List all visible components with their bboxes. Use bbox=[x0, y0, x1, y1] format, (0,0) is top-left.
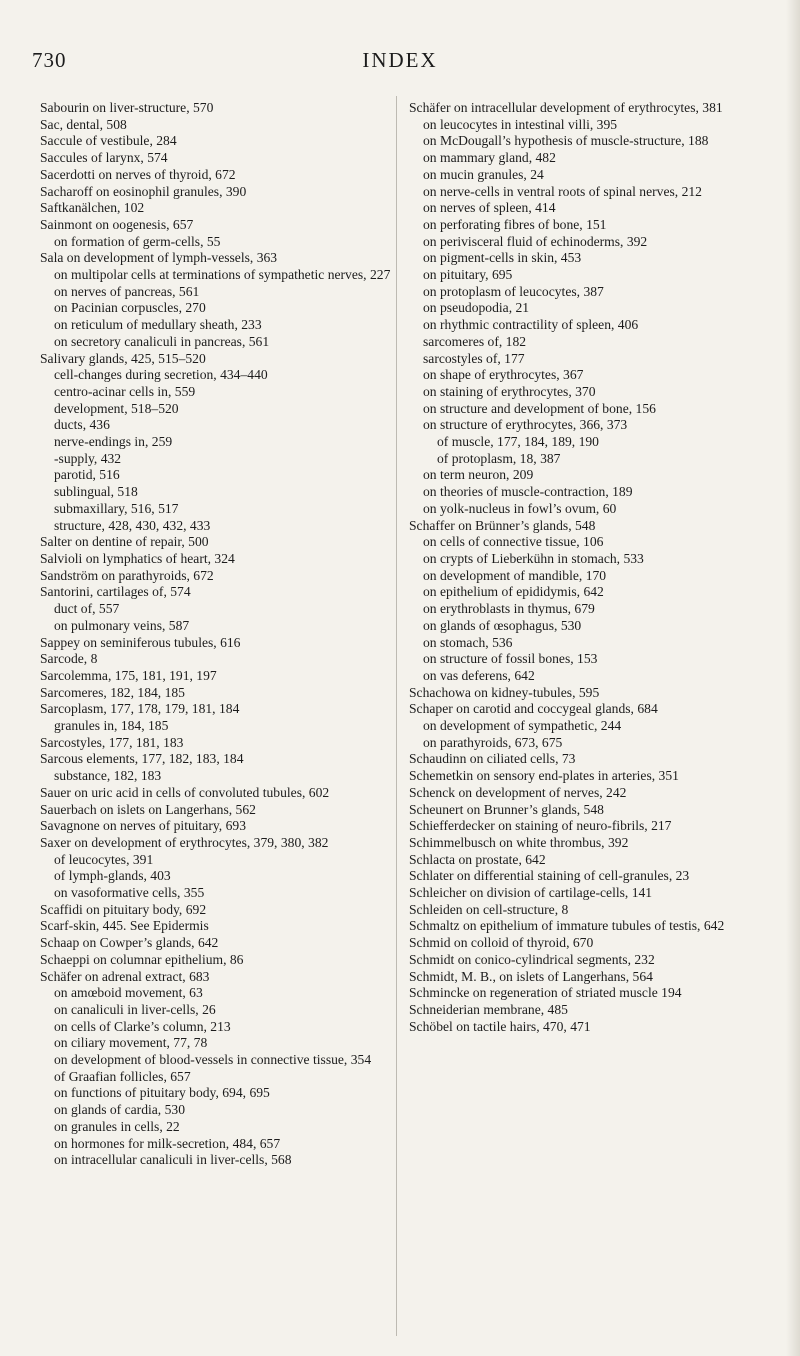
index-subentry: of muscle, 177, 184, 189, 190 bbox=[437, 434, 599, 450]
index-entry: Sarcode, 8 bbox=[40, 651, 98, 667]
index-entry: Schiefferdecker on staining of neuro-fibrils, 217 bbox=[409, 818, 672, 834]
index-entry: Sandström on parathyroids, 672 bbox=[40, 567, 214, 583]
index-subentry: on amœboid movement, 63 bbox=[54, 985, 203, 1001]
index-entry: Schmid on colloid of thyroid, 670 bbox=[409, 935, 594, 951]
index-subentry: on vasoformative cells, 355 bbox=[54, 885, 205, 901]
index-entry: Sauerbach on islets on Langerhans, 562 bbox=[40, 801, 256, 817]
index-subentry: of leucocytes, 391 bbox=[54, 851, 154, 867]
index-entry: Schleicher on division of cartilage-cells, 141 bbox=[409, 885, 653, 901]
index-subentry: -supply, 432 bbox=[54, 450, 122, 466]
index-entry: Sarcolemma, 175, 181, 191, 197 bbox=[40, 667, 217, 683]
index-entry: Schmidt, M. B., on islets of Langerhans, 564 bbox=[409, 968, 653, 984]
index-subentry: substance, 182, 183 bbox=[54, 768, 162, 784]
index-entry: Schaeppi on columnar epithelium, 86 bbox=[40, 951, 244, 967]
index-subentry: on glands of cardia, 530 bbox=[54, 1102, 185, 1118]
index-subentry: on parathyroids, 673, 675 bbox=[423, 734, 563, 750]
index-entry: Schaudinn on ciliated cells, 73 bbox=[409, 751, 576, 767]
index-entry: Savagnone on nerves of pituitary, 693 bbox=[40, 818, 246, 834]
index-entry: Schmincke on regeneration of striated muscle 194 bbox=[409, 985, 682, 1001]
index-entry: Scheunert on Brunner’s glands, 548 bbox=[409, 801, 604, 817]
index-entry: Schäfer on intracellular development of erythrocytes, 381 bbox=[409, 100, 723, 115]
index-subentry: on mucin granules, 24 bbox=[423, 166, 544, 182]
index-entry: Sala on development of lymph-vessels, 363 bbox=[40, 250, 278, 266]
index-subentry: on reticulum of medullary sheath, 233 bbox=[54, 317, 262, 333]
index-subentry: on pseudopodia, 21 bbox=[423, 300, 530, 316]
index-subentry: on intracellular canaliculi in liver-cells, 568 bbox=[54, 1152, 292, 1168]
index-subentry: development, 518–520 bbox=[54, 400, 179, 416]
index-subentry: on structure of fossil bones, 153 bbox=[423, 651, 598, 667]
running-title: INDEX bbox=[362, 48, 438, 72]
index-subentry: on development of blood-vessels in connective tissue, 354 bbox=[54, 1052, 372, 1068]
index-entry: Sarcoplasm, 177, 178, 179, 181, 184 bbox=[40, 701, 240, 717]
index-subentry: structure, 428, 430, 432, 433 bbox=[54, 517, 211, 533]
index-subentry: on leucocytes in intestinal villi, 395 bbox=[423, 116, 618, 132]
index-entry: Schachowa on kidney-tubules, 595 bbox=[409, 684, 600, 700]
index-entry: Schmaltz on epithelium of immature tubules of testis, 642 bbox=[409, 918, 725, 934]
index-entry: Santorini, cartilages of, 574 bbox=[40, 584, 191, 600]
index-entry: Saftkanälchen, 102 bbox=[40, 200, 145, 216]
index-subentry: on pulmonary veins, 587 bbox=[54, 617, 190, 633]
index-entry: Schemetkin on sensory end-plates in arteries, 351 bbox=[409, 768, 679, 784]
index-entry: Sacerdotti on nerves of thyroid, 672 bbox=[40, 166, 236, 182]
index-entry: Schmidt on conico-cylindrical segments, 232 bbox=[409, 951, 655, 967]
index-subentry: on hormones for milk-secretion, 484, 657 bbox=[54, 1135, 281, 1151]
index-entry: Sappey on seminiferous tubules, 616 bbox=[40, 634, 241, 650]
index-subentry: on multipolar cells at terminations of sympathetic nerves, 227 bbox=[54, 267, 391, 283]
index-subentry: on formation of germ-cells, 55 bbox=[54, 233, 221, 249]
index-entry: Schneiderian membrane, 485 bbox=[409, 1001, 568, 1017]
index-entry: Schlacta on prostate, 642 bbox=[409, 851, 546, 867]
index-subentry: on staining of erythrocytes, 370 bbox=[423, 383, 596, 399]
index-entry: Sainmont on oogenesis, 657 bbox=[40, 216, 194, 232]
index-entry: Scaffidi on pituitary body, 692 bbox=[40, 901, 207, 917]
index-subentry: of Graafian follicles, 657 bbox=[54, 1068, 191, 1084]
index-entry: Schaap on Cowper’s glands, 642 bbox=[40, 935, 219, 951]
index-subentry: centro-acinar cells in, 559 bbox=[54, 383, 196, 399]
index-entry: Sarcostyles, 177, 181, 183 bbox=[40, 734, 184, 750]
index-entry: Salvioli on lymphatics of heart, 324 bbox=[40, 550, 235, 566]
index-subentry: on perivisceral fluid of echinoderms, 392 bbox=[423, 233, 648, 249]
page-number: 730 bbox=[32, 48, 67, 72]
index-subentry: on protoplasm of leucocytes, 387 bbox=[423, 283, 604, 299]
index-subentry: on rhythmic contractility of spleen, 406 bbox=[423, 317, 639, 333]
index-subentry: on granules in cells, 22 bbox=[54, 1118, 180, 1134]
index-subentry: on stomach, 536 bbox=[423, 634, 513, 650]
index-subentry: on pituitary, 695 bbox=[423, 267, 513, 283]
index-entry: Sabourin on liver-structure, 570 bbox=[40, 100, 214, 115]
index-subentry: on yolk-nucleus in fowl’s ovum, 60 bbox=[423, 500, 617, 516]
index-subentry: parotid, 516 bbox=[54, 467, 120, 483]
index-subentry: nerve-endings in, 259 bbox=[54, 434, 173, 450]
index-entry: Salter on dentine of repair, 500 bbox=[40, 534, 209, 550]
index-subentry: granules in, 184, 185 bbox=[54, 718, 169, 734]
index-entry: Schöbel on tactile hairs, 470, 471 bbox=[409, 1018, 591, 1034]
index-subentry: of lymph-glands, 403 bbox=[54, 868, 171, 884]
index-subentry: ducts, 436 bbox=[54, 417, 110, 433]
index-entry: Schenck on development of nerves, 242 bbox=[409, 784, 627, 800]
index-subentry: on Pacinian corpuscles, 270 bbox=[54, 300, 206, 316]
index-entry: Salivary glands, 425, 515–520 bbox=[40, 350, 206, 366]
index-subentry: on structure and development of bone, 156 bbox=[423, 400, 656, 416]
index-subentry: duct of, 557 bbox=[54, 601, 120, 617]
index-entry: Schlater on differential staining of cell-granules, 23 bbox=[409, 868, 690, 884]
index-entry: Schäfer on adrenal extract, 683 bbox=[40, 968, 210, 984]
index-entry: Schimmelbusch on white thrombus, 392 bbox=[409, 834, 629, 850]
index-subentry: sarcomeres of, 182 bbox=[423, 333, 527, 349]
index-subentry: on shape of erythrocytes, 367 bbox=[423, 367, 584, 383]
index-subentry: on nerves of pancreas, 561 bbox=[54, 283, 200, 299]
index-subentry: on vas deferens, 642 bbox=[423, 667, 535, 683]
index-entry: Saccules of larynx, 574 bbox=[40, 150, 168, 166]
index-entry: Schaffer on Brünner’s glands, 548 bbox=[409, 517, 596, 533]
index-entry: Saccule of vestibule, 284 bbox=[40, 133, 177, 149]
index-entry: Sarcomeres, 182, 184, 185 bbox=[40, 684, 185, 700]
index-subentry: on ciliary movement, 77, 78 bbox=[54, 1035, 208, 1051]
index-subentry: sublingual, 518 bbox=[54, 484, 138, 500]
index-subentry: on theories of muscle-contraction, 189 bbox=[423, 484, 633, 500]
page-header bbox=[0, 48, 800, 78]
index-subentry: cell-changes during secretion, 434–440 bbox=[54, 367, 268, 383]
index-entry: Schleiden on cell-structure, 8 bbox=[409, 901, 569, 917]
index-entry: Sac, dental, 508 bbox=[40, 116, 127, 132]
index-entry: Sacharoff on eosinophil granules, 390 bbox=[40, 183, 247, 199]
index-subentry: on functions of pituitary body, 694, 695 bbox=[54, 1085, 270, 1101]
index-entry: Saxer on development of erythrocytes, 379, 380, 382 bbox=[40, 834, 329, 850]
index-subentry: of protoplasm, 18, 387 bbox=[437, 450, 561, 466]
index-subentry: on McDougall’s hypothesis of muscle-structure, 188 bbox=[423, 133, 709, 149]
index-subentry: sarcostyles of, 177 bbox=[423, 350, 525, 366]
index-subentry: on development of sympathetic, 244 bbox=[423, 718, 622, 734]
index-column-right bbox=[409, 100, 763, 1035]
index-subentry: on perforating fibres of bone, 151 bbox=[423, 216, 607, 232]
index-subentry: submaxillary, 516, 517 bbox=[54, 500, 179, 516]
index-subentry: on nerve-cells in ventral roots of spinal nerves, 212 bbox=[423, 183, 702, 199]
index-entry: Scarf-skin, 445. See Epidermis bbox=[40, 918, 209, 934]
index-subentry: on pigment-cells in skin, 453 bbox=[423, 250, 582, 266]
index-subentry: on structure of erythrocytes, 366, 373 bbox=[423, 417, 628, 433]
index-subentry: on epithelium of epididymis, 642 bbox=[423, 584, 604, 600]
index-subentry: on cells of Clarke’s column, 213 bbox=[54, 1018, 231, 1034]
index-subentry: on glands of œsophagus, 530 bbox=[423, 617, 582, 633]
index-subentry: on canaliculi in liver-cells, 26 bbox=[54, 1001, 216, 1017]
index-entry: Sarcous elements, 177, 182, 183, 184 bbox=[40, 751, 244, 767]
index-subentry: on term neuron, 209 bbox=[423, 467, 534, 483]
index-subentry: on mammary gland, 482 bbox=[423, 150, 556, 166]
index-subentry: on cells of connective tissue, 106 bbox=[423, 534, 604, 550]
page-edge-shadow bbox=[786, 0, 800, 1356]
index-column-left bbox=[40, 100, 394, 1169]
index-subentry: on erythroblasts in thymus, 679 bbox=[423, 601, 595, 617]
column-divider bbox=[396, 96, 397, 1336]
index-entry: Sauer on uric acid in cells of convoluted tubules, 602 bbox=[40, 784, 330, 800]
index-entry: Schaper on carotid and coccygeal glands, 684 bbox=[409, 701, 658, 717]
index-subentry: on nerves of spleen, 414 bbox=[423, 200, 556, 216]
index-subentry: on secretory canaliculi in pancreas, 561 bbox=[54, 333, 270, 349]
index-subentry: on crypts of Lieberkühn in stomach, 533 bbox=[423, 550, 644, 566]
index-subentry: on development of mandible, 170 bbox=[423, 567, 607, 583]
